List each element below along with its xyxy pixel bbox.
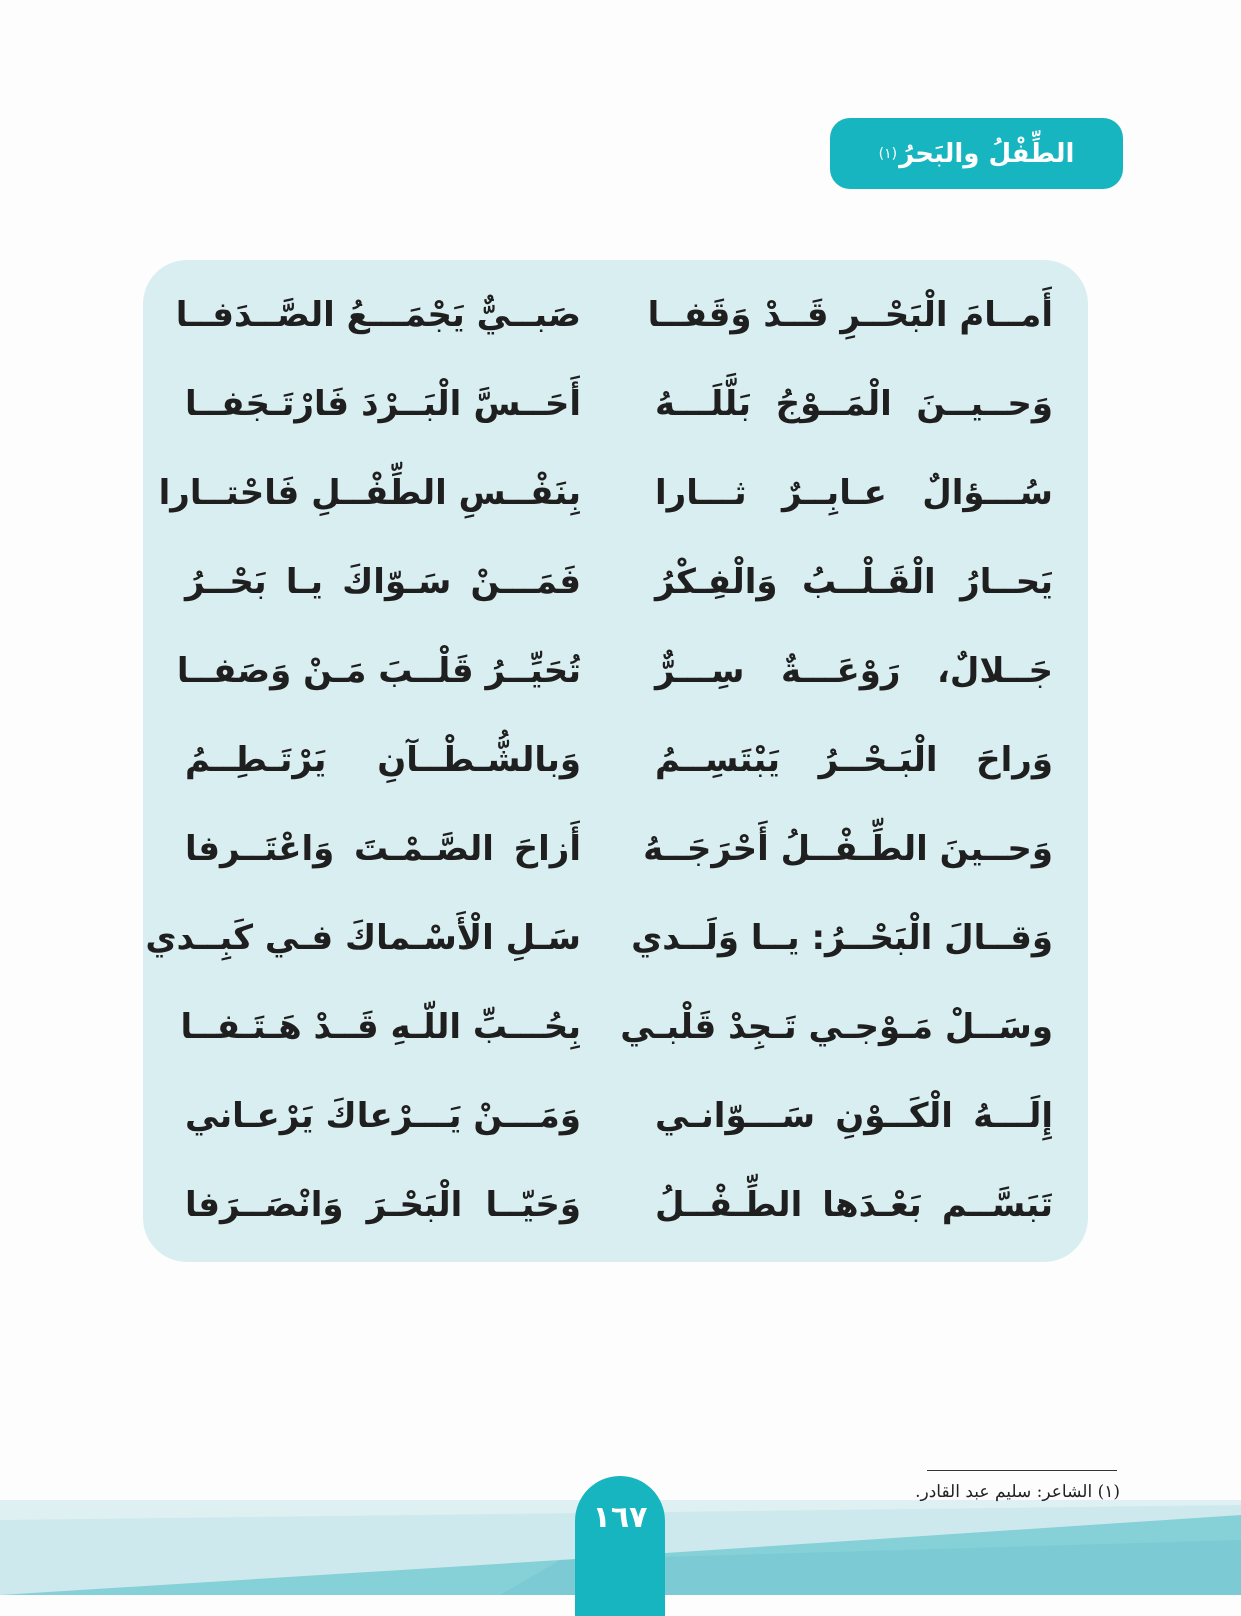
- verse-8-second-hemistich: سَـلِ الْأَسْـماكَ فـي كَبِــدي: [145, 918, 581, 958]
- lesson-title: الطِّفْلُ والبَحرُ: [899, 138, 1075, 169]
- lesson-title-banner: [830, 118, 1123, 189]
- verse-8-first-hemistich: وَقــالَ الْبَحْــرُ: يــا وَلَــدي: [631, 918, 1053, 958]
- verse-2-first-hemistich: وَحــيــنَ الْمَــوْجُ بَلَّلَـــهُ: [655, 384, 1053, 424]
- verse-7-first-hemistich: وَحــينَ الطِّـفْــلُ أَحْرَجَــهُ: [643, 829, 1053, 869]
- verse-3-first-hemistich: سُـــؤالٌ عـابِــرٌ ثـــارا: [655, 473, 1053, 513]
- page-number: ١٦٧: [592, 1500, 648, 1535]
- verse-4-first-hemistich: يَحــارُ الْقَـلْــبُ وَالْفِـكْرُ: [655, 562, 1053, 602]
- verse-10-first-hemistich: إِلَـــهُ الْكَــوْنِ سَـــوّانـي: [655, 1096, 1053, 1136]
- verse-5-second-hemistich: تُحَيِّــرُ قَلْــبَ مَـنْ وَصَفــا: [176, 651, 581, 691]
- verse-9-second-hemistich: بِحُـــبِّ اللّـهِ قَــدْ هَـتَـفــا: [180, 1007, 581, 1047]
- verse-4-second-hemistich: فَمَـــنْ سَـوّاكَ يـا بَحْــرُ: [185, 562, 581, 602]
- verse-1-first-hemistich: أَمــامَ الْبَحْــرِ قَــدْ وَقَفــا: [647, 295, 1053, 335]
- footnote-poet: (١) الشاعر: سليم عبد القادر.: [915, 1482, 1120, 1502]
- verse-11-second-hemistich: وَحَيّــا الْبَحْـرَ وَانْصَــرَفا: [185, 1185, 581, 1225]
- verse-11-first-hemistich: تَبَسَّــم بَعْـدَها الطِّـفْــلُ: [655, 1185, 1053, 1225]
- verse-1-second-hemistich: صَبــيٌّ يَجْمَـــعُ الصَّــدَفــا: [175, 295, 581, 335]
- page-number-tab: [575, 1476, 665, 1616]
- verse-6-first-hemistich: وَراحَ الْبَـحْــرُ يَبْتَسِــمُ: [655, 740, 1053, 780]
- verse-10-second-hemistich: وَمَـــنْ يَـــرْعاكَ يَرْعـاني: [185, 1096, 581, 1136]
- verse-9-first-hemistich: وسَــلْ مَـوْجـي تَـجِدْ قَلْبـي: [620, 1007, 1053, 1047]
- footnote-divider: [927, 1470, 1117, 1471]
- verse-5-first-hemistich: جَــلالٌ، رَوْعَـــةٌ سِـــرٌّ: [655, 651, 1053, 691]
- verse-2-second-hemistich: أَحَــسَّ الْبَــرْدَ فَارْتَـجَفــا: [185, 384, 581, 424]
- title-footnote-marker: (١): [878, 145, 898, 162]
- verse-3-second-hemistich: بِنَفْــسِ الطِّفْــلِ فَاحْتــارا: [158, 473, 581, 513]
- verse-6-second-hemistich: وَبالشُّـطْــآنِ يَرْتَـطِــمُ: [185, 740, 581, 780]
- verse-7-second-hemistich: أَزاحَ الصَّـمْـتَ وَاعْتَــرفا: [185, 829, 581, 869]
